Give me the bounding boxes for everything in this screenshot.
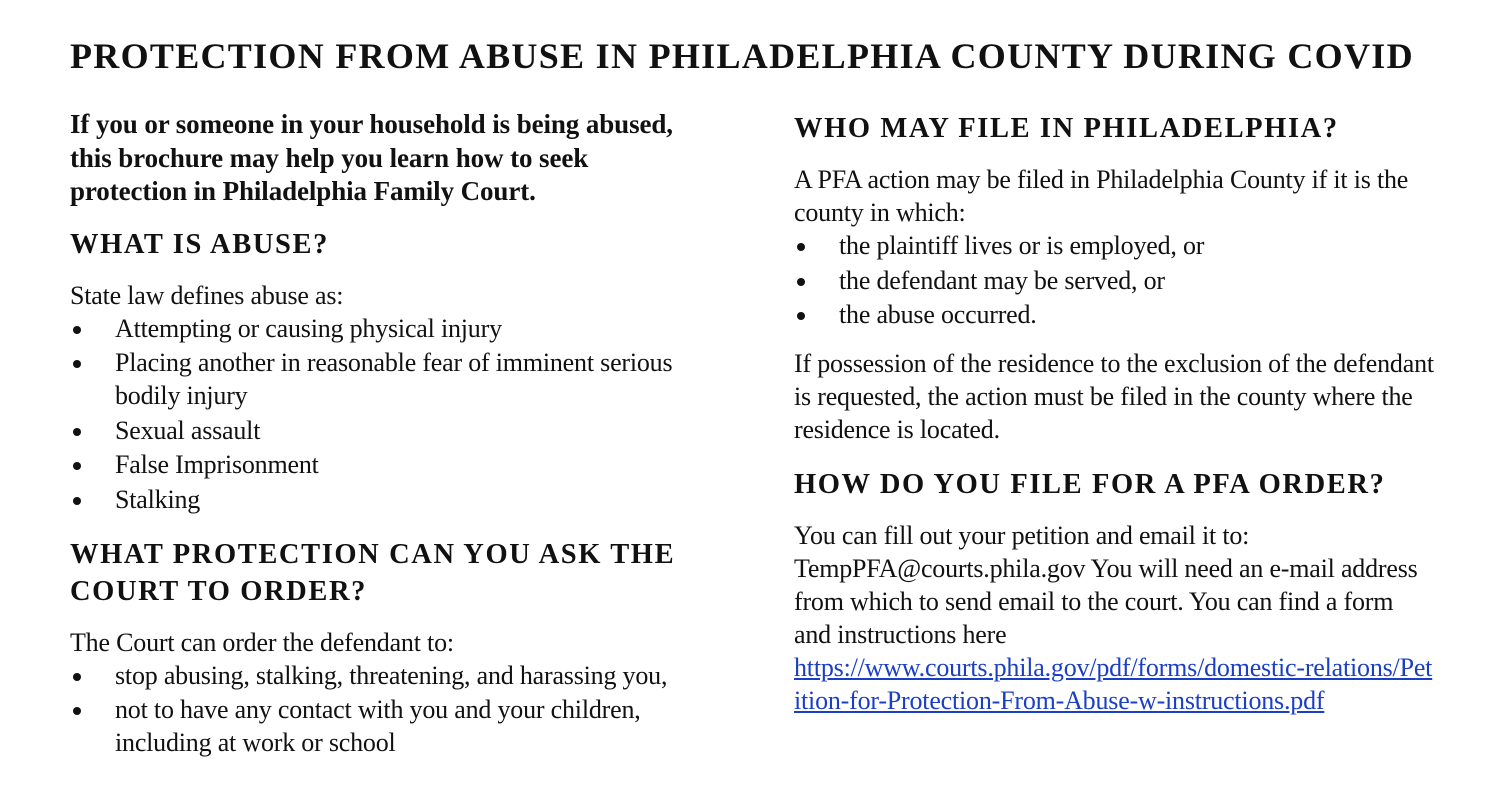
how-to-file-text: You can fill out your petition and email it to: TempPFA@courts.phila.gov You will need an e-mail address from which to send email to the court. You can find a form and instructions here — [794, 521, 1418, 649]
intro-paragraph: If you or someone in your household is being abused, this brochure may help you learn how to seek protection in Philadelphia Family Court. — [70, 109, 673, 206]
bullet-icon — [73, 497, 81, 505]
list-item: the plaintiff lives or is employed, or — [794, 229, 1434, 262]
heading-what-is-abuse: WHAT IS ABUSE? — [70, 228, 329, 260]
how-to-file-body — [794, 519, 1434, 717]
bullet-icon — [73, 428, 81, 436]
bullet-icon — [73, 326, 81, 334]
bullet-icon — [73, 707, 81, 715]
list-item: stop abusing, stalking, threatening, and harassing you, — [70, 659, 710, 692]
heading-who-may-file: WHO MAY FILE IN PHILADELPHIA? — [794, 113, 1339, 144]
bullet-icon — [797, 243, 805, 251]
petition-form-link[interactable]: https://www.courts.phila.gov/pdf/forms/domestic-relations/Petition-for-Protection-From-Abuse-w-instructions.pdf — [794, 653, 1433, 715]
list-item: Stalking — [70, 483, 710, 516]
bullet-icon — [797, 312, 805, 320]
page-title: PROTECTION FROM ABUSE IN PHILADELPHIA COUNTY DURING COVID — [70, 36, 1414, 76]
bullet-icon — [797, 278, 805, 286]
bullet-icon — [73, 462, 81, 470]
list-item: Attempting or causing physical injury — [70, 312, 710, 345]
heading-how-to-file: HOW DO YOU FILE FOR A PFA ORDER? — [794, 469, 1386, 500]
left-column — [70, 108, 710, 761]
list-item: not to have any contact with you and your children, including at work or school — [70, 693, 710, 759]
filing-location-list — [794, 229, 1434, 331]
list-item: False Imprisonment — [70, 448, 710, 481]
list-item: Placing another in reasonable fear of imminent serious bodily injury — [70, 346, 710, 412]
abuse-list — [70, 312, 710, 516]
list-item: the defendant may be served, or — [794, 264, 1434, 297]
who-may-file-lead: A PFA action may be filed in Philadelphia County if it is the county in which: — [794, 165, 1409, 227]
list-item: the abuse occurred. — [794, 298, 1434, 331]
bullet-icon — [73, 360, 81, 368]
residence-note: If possession of the residence to the exclusion of the defendant is requested, the action must be filed in the county where the residence is located. — [794, 349, 1434, 444]
list-item: Sexual assault — [70, 414, 710, 447]
protection-list — [70, 659, 710, 760]
right-column — [794, 108, 1434, 717]
protection-lead: The Court can order the defendant to: — [70, 627, 454, 657]
heading-what-protection: WHAT PROTECTION CAN YOU ASK THE COURT TO ORDER? — [70, 538, 676, 607]
abuse-definition-lead: State law defines abuse as: — [70, 280, 344, 310]
bullet-icon — [73, 673, 81, 681]
